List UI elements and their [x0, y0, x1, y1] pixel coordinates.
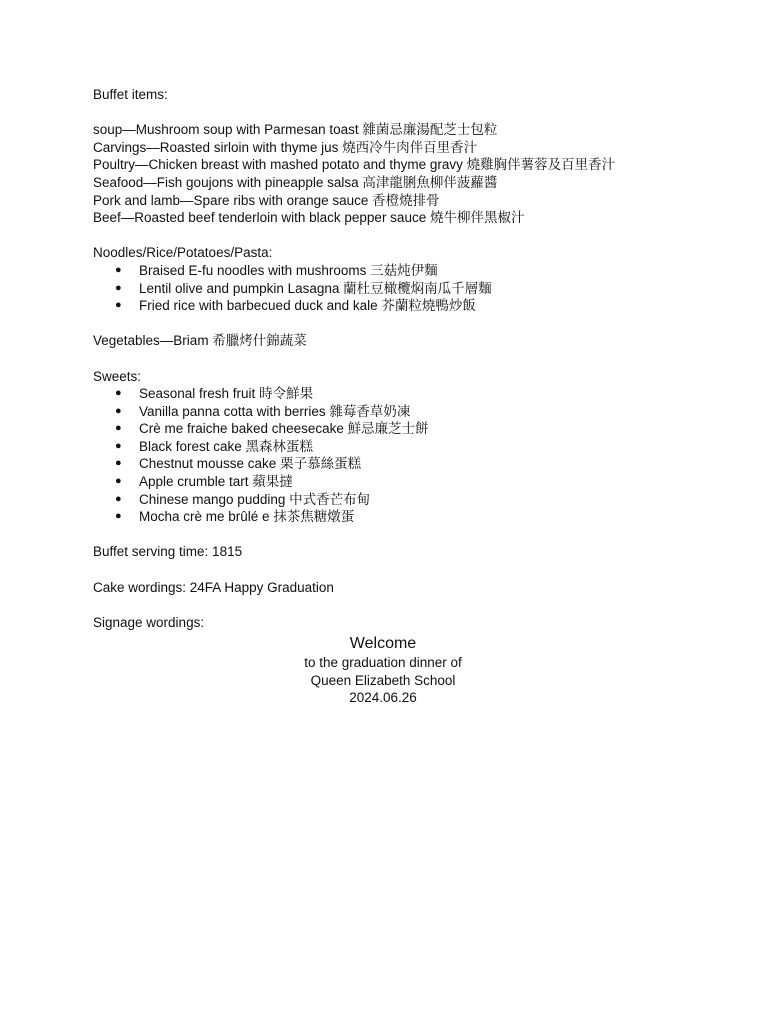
noodles-heading: Noodles/Rice/Potatoes/Pasta:	[93, 245, 273, 261]
signage-line-1: to the graduation dinner of	[304, 655, 462, 670]
buffet-item-soup: soup—Mushroom soup with Parmesan toast 雜菌忌廉湯配芝士包粒	[93, 122, 498, 138]
cake-wordings: Cake wordings: 24FA Happy Graduation	[93, 579, 334, 595]
signage-welcome: Welcome	[349, 635, 417, 652]
list-item: ● Seasonal fresh fruit 時令鮮果	[93, 385, 693, 403]
signage-block	[93, 634, 673, 707]
noodles-list	[93, 262, 693, 315]
sweets-list	[93, 385, 693, 526]
list-item: ● Crè me fraiche baked cheesecake 鮮忌廉芝士餅	[93, 420, 693, 438]
vegetables-line: Vegetables—Briam 希臘烤什錦蔬菜	[93, 333, 307, 349]
spacer	[93, 104, 693, 122]
buffet-item-carvings: Carvings—Roasted sirloin with thyme jus 燒西冷牛肉伴百里香汁	[93, 139, 478, 155]
list-item: ● Chinese mango pudding 中式香芒布甸	[93, 491, 693, 509]
signage-heading: Signage wordings:	[93, 614, 205, 630]
list-item: ● Lentil olive and pumpkin Lasagna 蘭杜豆橄欖焖南瓜千層麵	[93, 280, 693, 298]
buffet-item-poultry: Poultry—Chicken breast with mashed potato and thyme gravy 燒雞胸伴薯蓉及百里香汁	[93, 157, 616, 173]
list-item: ● Black forest cake 黑森林蛋糕	[93, 438, 693, 456]
list-item: ● Chestnut mousse cake 栗子慕絲蛋糕	[93, 455, 693, 473]
signage-date: 2024.06.26	[349, 690, 417, 706]
spacer	[93, 596, 693, 614]
buffet-heading: Buffet items:	[93, 87, 168, 102]
buffet-item-seafood: Seafood—Fish goujons with pineapple salsa 高津龍脷魚柳伴菠蘿醬	[93, 174, 498, 190]
sweets-heading: Sweets:	[93, 368, 142, 384]
list-item: ● Apple crumble tart 蘋果撻	[93, 473, 693, 491]
spacer	[93, 526, 693, 544]
list-item: ● Fried rice with barbecued duck and kale 芥蘭粒燒鴨炒飯	[93, 297, 693, 315]
list-item: ● Braised E-fu noodles with mushrooms 三菇炖伊麵	[93, 262, 693, 280]
spacer	[93, 561, 693, 579]
spacer	[93, 227, 693, 245]
document-body	[93, 86, 693, 631]
signage-line-2: Queen Elizabeth School	[310, 672, 456, 688]
buffet-item-beef: Beef—Roasted beef tenderloin with black pepper sauce 燒牛柳伴黑椒汁	[93, 210, 525, 226]
buffet-item-pork-lamb: Pork and lamb—Spare ribs with orange sauce 香橙燒排骨	[93, 192, 440, 208]
serving-time: Buffet serving time: 1815	[93, 544, 243, 560]
spacer	[93, 350, 693, 368]
spacer	[93, 315, 693, 333]
list-item: ● Vanilla panna cotta with berries 雜莓香草奶凍	[93, 403, 693, 421]
list-item: ● Mocha crè me brûlé e 抹茶焦糖燉蛋	[93, 508, 693, 526]
